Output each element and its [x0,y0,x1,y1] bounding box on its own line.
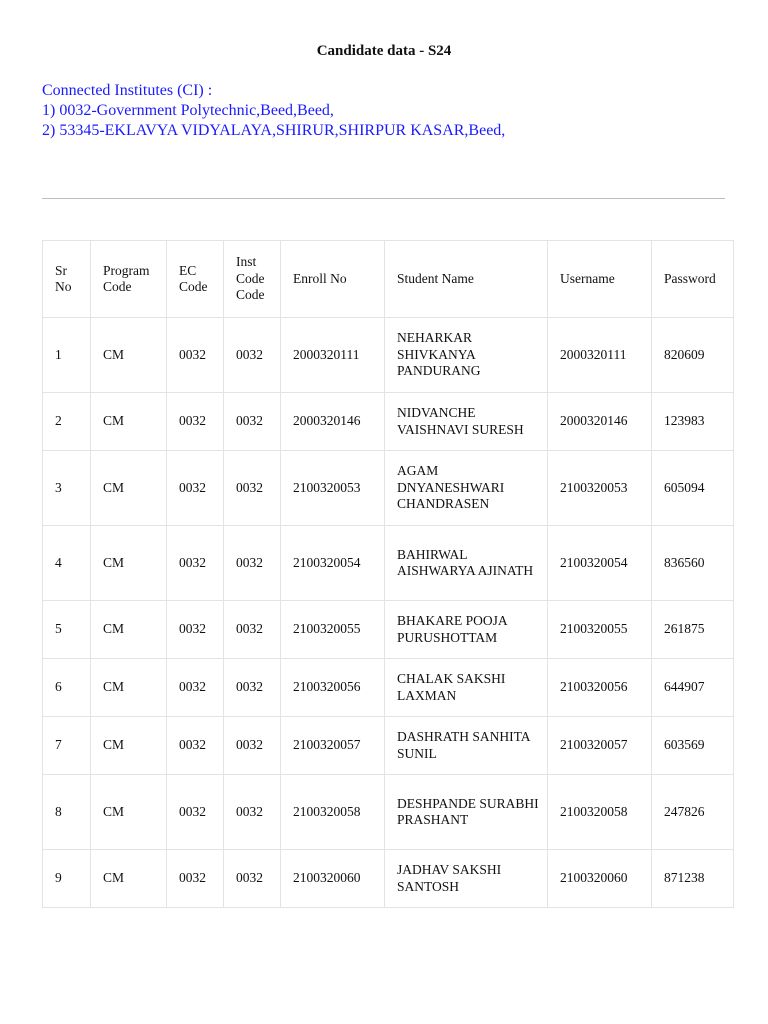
cell-ec-code: 0032 [167,393,224,451]
cell-password: 123983 [652,393,734,451]
cell-username: 2100320058 [548,775,652,850]
divider [42,198,725,199]
cell-ec-code: 0032 [167,526,224,601]
cell-password: 605094 [652,451,734,526]
cell-program-code: CM [91,659,167,717]
cell-student-name: CHALAK SAKSHI LAXMAN [385,659,548,717]
cell-sr-no: 4 [43,526,91,601]
column-header-inst-code: Inst Code Code [224,241,281,318]
table-row [43,601,734,659]
cell-enroll-no: 2100320056 [281,659,385,717]
cell-ec-code: 0032 [167,850,224,908]
cell-inst-code: 0032 [224,601,281,659]
cell-student-name: DASHRATH SANHITA SUNIL [385,717,548,775]
column-header-enroll-no: Enroll No [281,241,385,318]
cell-username: 2100320053 [548,451,652,526]
cell-enroll-no: 2100320053 [281,451,385,526]
candidate-table [42,240,734,908]
cell-username: 2100320057 [548,717,652,775]
cell-ec-code: 0032 [167,717,224,775]
cell-inst-code: 0032 [224,717,281,775]
cell-password: 871238 [652,850,734,908]
cell-student-name: NIDVANCHE VAISHNAVI SURESH [385,393,548,451]
cell-inst-code: 0032 [224,659,281,717]
cell-student-name: BHAKARE POOJA PURUSHOTTAM [385,601,548,659]
table-row [43,393,734,451]
cell-enroll-no: 2100320055 [281,601,385,659]
cell-ec-code: 0032 [167,775,224,850]
cell-program-code: CM [91,850,167,908]
cell-inst-code: 0032 [224,451,281,526]
cell-enroll-no: 2000320146 [281,393,385,451]
table-row [43,775,734,850]
cell-sr-no: 9 [43,850,91,908]
column-header-password: Password [652,241,734,318]
cell-inst-code: 0032 [224,775,281,850]
cell-enroll-no: 2100320058 [281,775,385,850]
cell-username: 2100320055 [548,601,652,659]
cell-enroll-no: 2100320054 [281,526,385,601]
connected-institute-item: 1) 0032-Government Polytechnic,Beed,Beed, [42,102,334,119]
cell-inst-code: 0032 [224,850,281,908]
cell-student-name: BAHIRWAL AISHWARYA AJINATH [385,526,548,601]
cell-password: 603569 [652,717,734,775]
cell-ec-code: 0032 [167,318,224,393]
column-header-program-code: Program Code [91,241,167,318]
cell-student-name: DESHPANDE SURABHI PRASHANT [385,775,548,850]
column-header-username: Username [548,241,652,318]
table-row [43,526,734,601]
cell-password: 644907 [652,659,734,717]
cell-inst-code: 0032 [224,318,281,393]
cell-program-code: CM [91,526,167,601]
cell-student-name: JADHAV SAKSHI SANTOSH [385,850,548,908]
table-row [43,318,734,393]
column-header-ec-code: EC Code [167,241,224,318]
table-row [43,451,734,526]
cell-enroll-no: 2100320060 [281,850,385,908]
cell-ec-code: 0032 [167,451,224,526]
cell-username: 2000320111 [548,318,652,393]
cell-username: 2100320060 [548,850,652,908]
cell-username: 2100320054 [548,526,652,601]
cell-program-code: CM [91,451,167,526]
cell-sr-no: 6 [43,659,91,717]
column-header-student-name: Student Name [385,241,548,318]
cell-password: 820609 [652,318,734,393]
cell-sr-no: 2 [43,393,91,451]
cell-inst-code: 0032 [224,393,281,451]
cell-username: 2100320056 [548,659,652,717]
cell-program-code: CM [91,775,167,850]
cell-program-code: CM [91,601,167,659]
cell-username: 2000320146 [548,393,652,451]
cell-program-code: CM [91,318,167,393]
page-title: Candidate data - S24 [316,43,452,59]
connected-institutes-heading: Connected Institutes (CI) : [42,82,213,99]
cell-ec-code: 0032 [167,601,224,659]
cell-sr-no: 8 [43,775,91,850]
cell-password: 836560 [652,526,734,601]
cell-password: 247826 [652,775,734,850]
cell-enroll-no: 2100320057 [281,717,385,775]
table-row [43,659,734,717]
cell-ec-code: 0032 [167,659,224,717]
cell-program-code: CM [91,717,167,775]
cell-sr-no: 1 [43,318,91,393]
cell-inst-code: 0032 [224,526,281,601]
cell-sr-no: 3 [43,451,91,526]
connected-institute-item: 2) 53345-EKLAVYA VIDYALAYA,SHIRUR,SHIRPUR KASAR,Beed, [42,122,506,139]
table-row [43,717,734,775]
cell-sr-no: 5 [43,601,91,659]
cell-student-name: AGAM DNYANESHWARI CHANDRASEN [385,451,548,526]
cell-password: 261875 [652,601,734,659]
cell-enroll-no: 2000320111 [281,318,385,393]
column-header-sr-no: Sr No [43,241,91,318]
table-row [43,850,734,908]
cell-student-name: NEHARKAR SHIVKANYA PANDURANG [385,318,548,393]
cell-sr-no: 7 [43,717,91,775]
cell-program-code: CM [91,393,167,451]
connected-institutes [42,81,505,141]
table-header-row [43,241,734,318]
